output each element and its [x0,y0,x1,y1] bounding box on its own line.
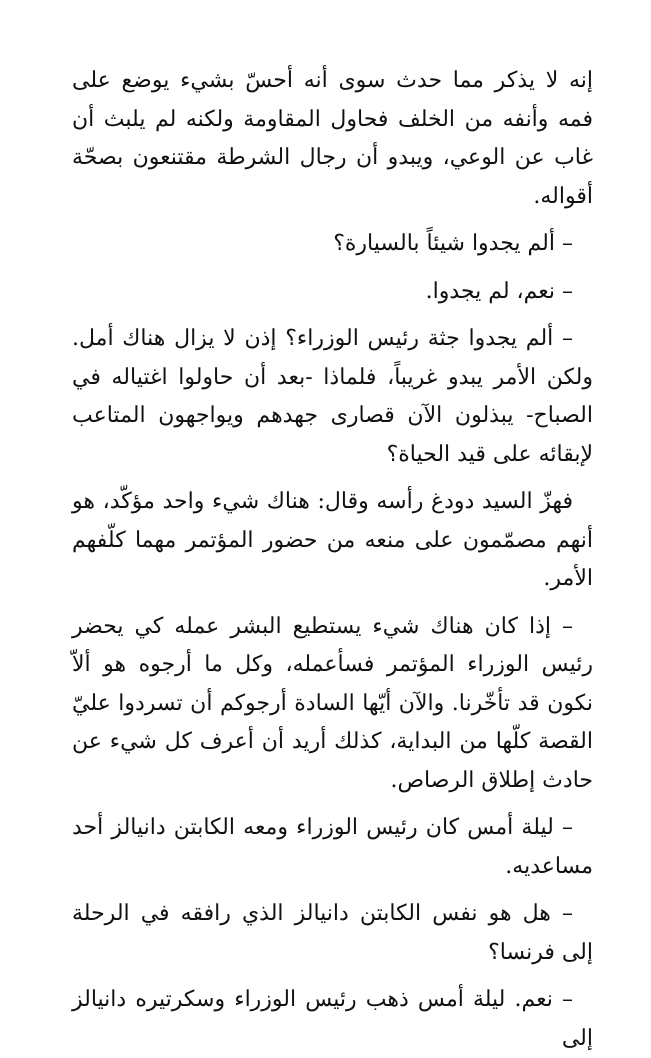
paragraph-3: – نعم، لم يجدوا. [425,278,573,304]
paragraph-6: – إذا كان هناك شيء يستطيع البشر عمله كي يحضر رئيس الوزراء المؤتمر فسأعمله، وكل ما أرجوه هو ألاّ نكون قد تأخّرنا. والآن أيّها السادة أرجوكم أن تسردوا عليّ القصة كلّها من البداية، كذلك أريد أن أعرف كل شيء عن حادث إطلاق الرصاص. [72,613,593,793]
paragraph-8: – هل هو نفس الكابتن دانيالز الذي رافقه في الرحلة إلى فرنسا؟ [72,901,593,965]
paragraph-7: – ليلة أمس كان رئيس الوزراء ومعه الكابتن دانيالز أحد مساعديه. [72,815,593,879]
paragraph-1: إنه لا يذكر مما حدث سوى أنه أحسّ بشيء يوضع على فمه وأنفه من الخلف فحاول المقاومة ولكنه لم يلبث أن غاب عن الوعي، ويبدو أن رجال الشرطة مقتنعون بصحّة أقواله. [72,68,593,209]
paragraph-4: – ألم يجدوا جثة رئيس الوزراء؟ إذن لا يزال هناك أمل. ولكن الأمر يبدو غريباً، فلماذا -بعد أن حاولوا اغتياله في الصباح- يبذلون الآن قصارى جهدهم ويواجهون المتاعب لإبقائه على قيد الحياة؟ [72,326,593,467]
paragraph-9: – نعم. ليلة أمس ذهب رئيس الوزراء وسكرتيره دانيالز إلى [72,987,593,1051]
paragraph-5: فهزّ السيد دودغ رأسه وقال: هناك شيء واحد مؤكّد، هو أنهم مصمّمون على منعه من حضور المؤتمر مهما كلّفهم الأمر. [72,489,593,591]
paragraph-2: – ألم يجدوا شيئاً بالسيارة؟ [333,231,573,256]
